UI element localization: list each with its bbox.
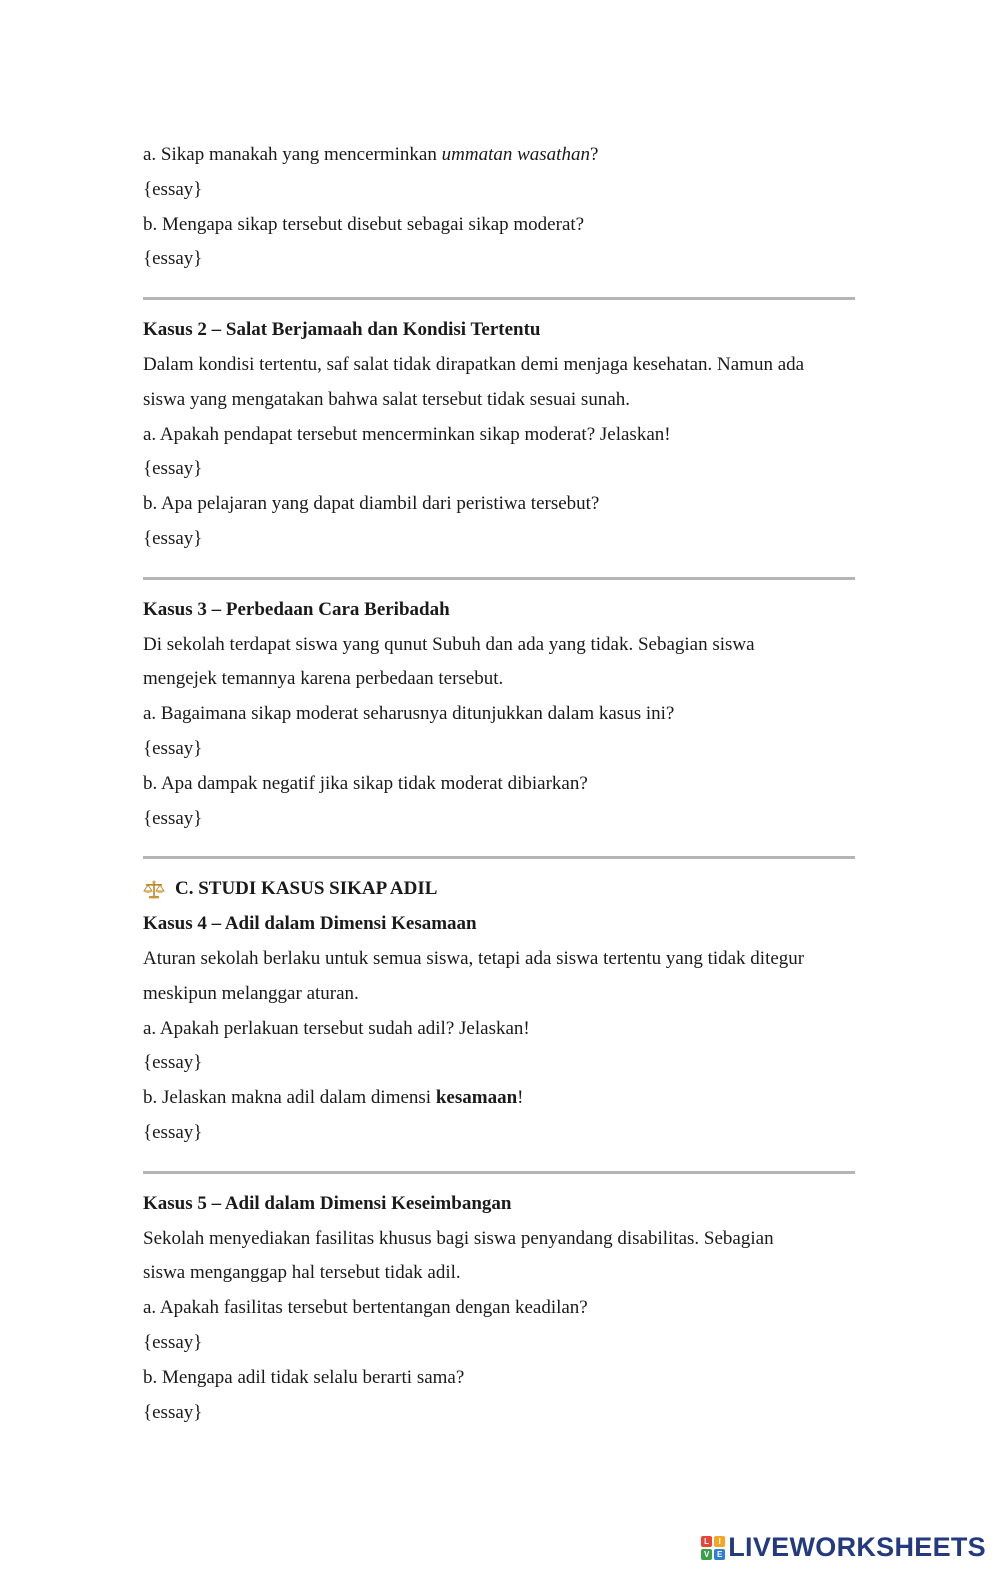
worksheet-page <box>143 138 855 1430</box>
case2-question-b: b. Apa pelajaran yang dapat diambil dari peristiwa tersebut? <box>143 493 600 515</box>
liveworksheets-logo-icon <box>701 1536 725 1560</box>
case2-title: Kasus 2 – Salat Berjamaah dan Kondisi Tertentu <box>143 319 541 341</box>
case5-title: Kasus 5 – Adil dalam Dimensi Keseimbangan <box>143 1192 512 1214</box>
divider <box>143 1171 855 1174</box>
case4-description-line2: meskipun melanggar aturan. <box>143 982 359 1004</box>
question-suffix: ? <box>589 144 599 165</box>
divider <box>143 577 855 580</box>
case2-question-a: a. Apakah pendapat tersebut mencerminkan sikap moderat? Jelaskan! <box>143 423 671 445</box>
case4-question-b <box>143 1081 855 1116</box>
case3-description-line1: Di sekolah terdapat siswa yang qunut Subuh dan ada yang tidak. Sebagian siswa <box>143 633 755 655</box>
case5-question-b: b. Mengapa adil tidak selalu berarti sama? <box>143 1366 465 1388</box>
italic-term: ummatan wasathan <box>441 144 590 165</box>
essay-answer-field[interactable]: {essay} <box>143 807 203 829</box>
logo-square: I <box>714 1536 725 1547</box>
divider <box>143 297 855 300</box>
essay-answer-field[interactable]: {essay} <box>143 178 203 200</box>
logo-square: L <box>701 1536 712 1547</box>
essay-answer-field[interactable]: {essay} <box>143 248 203 270</box>
case5-description-line2: siswa menganggap hal tersebut tidak adil. <box>143 1262 461 1284</box>
case3-question-a: a. Bagaimana sikap moderat seharusnya ditunjukkan dalam kasus ini? <box>143 703 675 725</box>
question-text: b. Jelaskan makna adil dalam dimensi <box>143 1087 436 1109</box>
case4-title: Kasus 4 – Adil dalam Dimensi Kesamaan <box>143 913 477 935</box>
logo-square: E <box>714 1549 725 1560</box>
case1-question-b: b. Mengapa sikap tersebut disebut sebagai sikap moderat? <box>143 213 585 235</box>
case2-description-line2: siswa yang mengatakan bahwa salat tersebut tidak sesuai sunah. <box>143 388 630 410</box>
logo-square: V <box>701 1549 712 1560</box>
liveworksheets-logo[interactable] <box>701 1532 986 1563</box>
question-suffix: ! <box>517 1087 524 1109</box>
essay-answer-field[interactable]: {essay} <box>143 1331 203 1353</box>
essay-answer-field[interactable]: {essay} <box>143 737 203 759</box>
case3-title: Kasus 3 – Perbedaan Cara Beribadah <box>143 598 450 620</box>
case2-description-line1: Dalam kondisi tertentu, saf salat tidak dirapatkan demi menjaga kesehatan. Namun ada <box>143 353 805 375</box>
case1-question-a <box>143 138 855 173</box>
section-c-title <box>143 872 855 907</box>
bold-term: kesamaan <box>435 1087 518 1109</box>
case4-description-line1: Aturan sekolah berlaku untuk semua siswa, tetapi ada siswa tertentu yang tidak ditegur <box>143 947 805 969</box>
question-text: a. Sikap manakah yang mencerminkan <box>143 144 442 165</box>
balance-scale-icon <box>143 880 165 900</box>
case3-description-line2: mengejek temannya karena perbedaan tersebut. <box>143 668 504 690</box>
essay-answer-field[interactable]: {essay} <box>143 458 203 480</box>
essay-answer-field[interactable]: {essay} <box>143 1401 203 1423</box>
case3-question-b: b. Apa dampak negatif jika sikap tidak moderat dibiarkan? <box>143 772 588 794</box>
divider <box>143 856 855 859</box>
section-c-heading-text: C. STUDI KASUS SIKAP ADIL <box>175 878 438 900</box>
logo-text: LIVEWORKSHEETS <box>728 1532 986 1562</box>
case5-question-a: a. Apakah fasilitas tersebut bertentangan dengan keadilan? <box>143 1297 588 1319</box>
essay-answer-field[interactable]: {essay} <box>143 1052 203 1074</box>
essay-answer-field[interactable]: {essay} <box>143 527 203 549</box>
case4-question-a: a. Apakah perlakuan tersebut sudah adil? Jelaskan! <box>143 1017 530 1039</box>
case5-description-line1: Sekolah menyediakan fasilitas khusus bagi siswa penyandang disabilitas. Sebagian <box>143 1227 774 1249</box>
essay-answer-field[interactable]: {essay} <box>143 1121 203 1143</box>
